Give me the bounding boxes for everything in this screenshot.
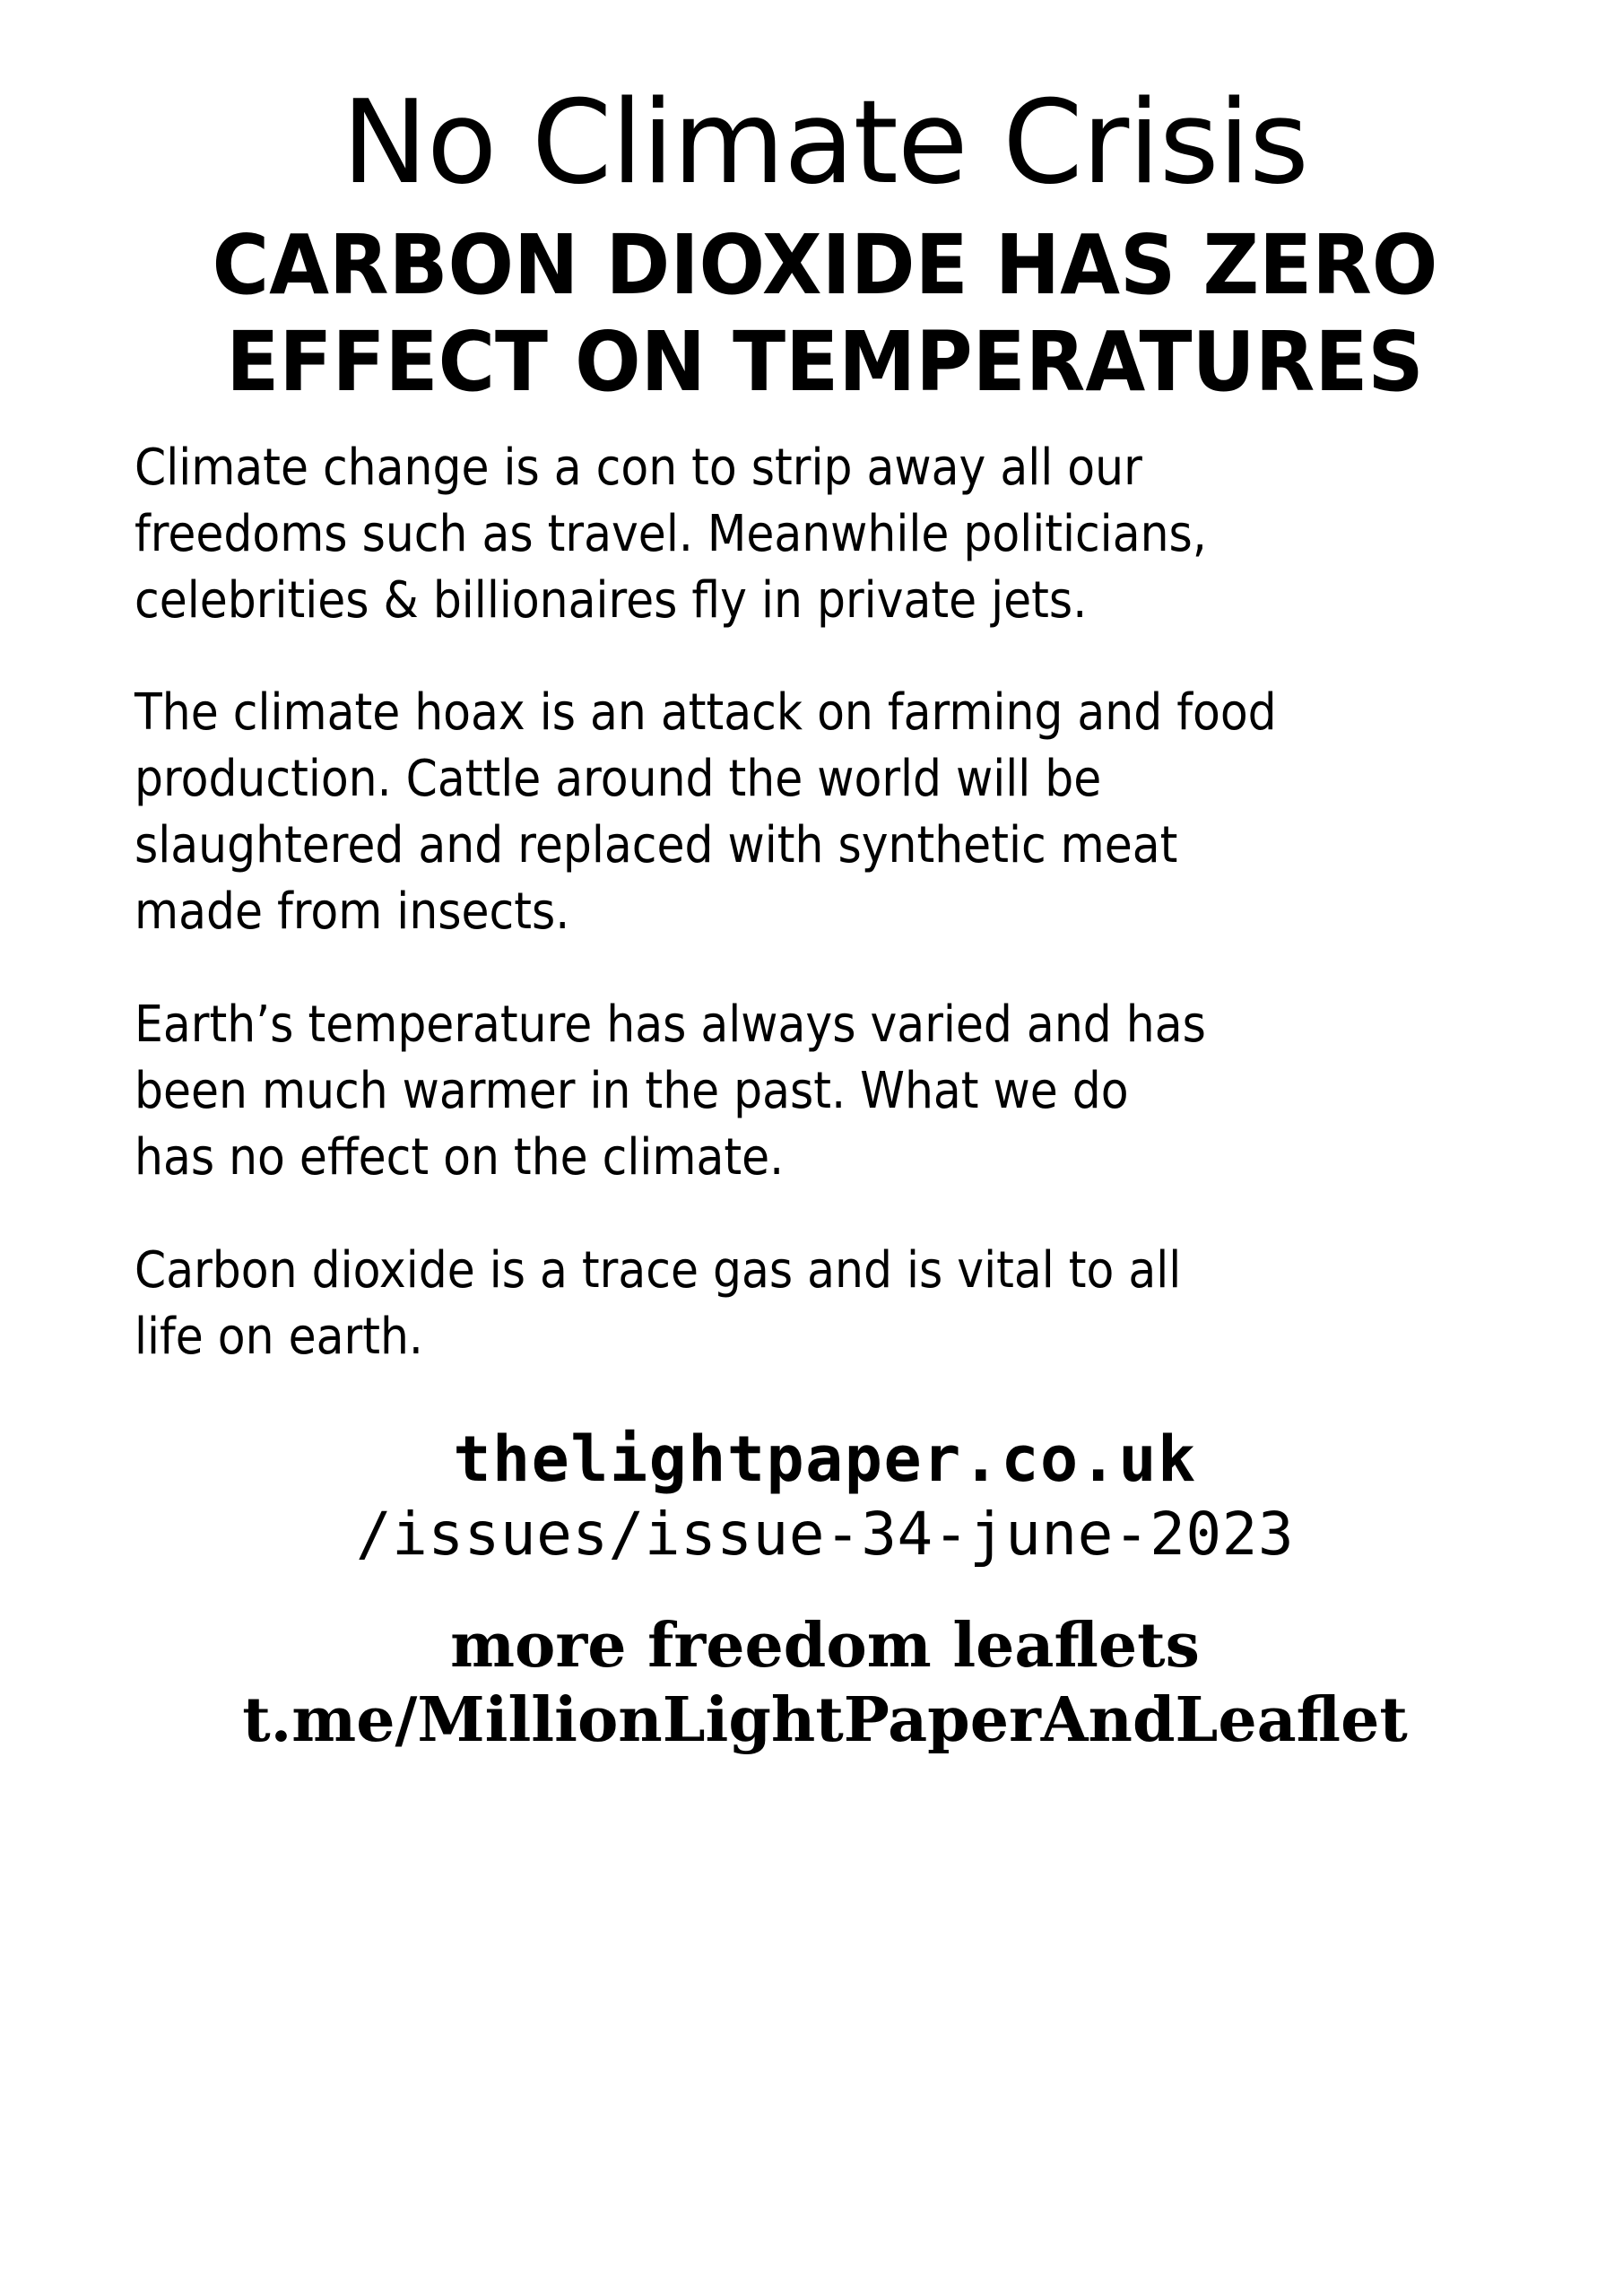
paragraph-4-line-2: life on earth. bbox=[135, 1307, 423, 1366]
page-title: No Climate Crisis bbox=[342, 76, 1308, 210]
body-copy bbox=[135, 435, 1514, 1417]
paragraph-2-line-3: slaughtered and replaced with synthetic meat bbox=[135, 816, 1178, 875]
subheadline-line-2: EFFECT ON TEMPERATURES bbox=[226, 314, 1424, 411]
paragraph-2-line-2: production. Cattle around the world will be bbox=[135, 750, 1102, 809]
footer-call-to-action: more freedom leaflets bbox=[450, 1610, 1200, 1683]
paragraph-2 bbox=[135, 680, 1514, 945]
paragraph-3 bbox=[135, 992, 1514, 1191]
paragraph-2-line-1: The climate hoax is an attack on farming and food bbox=[135, 683, 1277, 743]
website-url bbox=[135, 1422, 1515, 1570]
paragraph-1-line-3: celebrities & billionaires fly in private jets. bbox=[135, 570, 1088, 630]
footer bbox=[135, 1609, 1515, 1758]
paragraph-1 bbox=[135, 435, 1514, 634]
paragraph-4 bbox=[135, 1238, 1514, 1370]
paragraph-2-line-4: made from insects. bbox=[135, 883, 570, 942]
website-url-path: /issues/issue-34-june-2023 bbox=[355, 1500, 1295, 1570]
website-url-domain: thelightpaper.co.uk bbox=[453, 1422, 1197, 1496]
footer-telegram-link: t.me/MillionLightPaperAndLeaflet bbox=[242, 1684, 1408, 1757]
subheadline bbox=[176, 217, 1474, 412]
paragraph-1-line-1: Climate change is a con to strip away all our bbox=[135, 438, 1142, 497]
subheadline-line-1: CARBON DIOXIDE HAS ZERO bbox=[212, 216, 1438, 313]
paragraph-3-line-3: has no effect on the climate. bbox=[135, 1127, 785, 1187]
paragraph-3-line-2: been much warmer in the past. What we do bbox=[135, 1062, 1129, 1121]
paragraph-4-line-1: Carbon dioxide is a trace gas and is vital to all bbox=[135, 1240, 1182, 1300]
paragraph-3-line-1: Earth’s temperature has always varied and has bbox=[135, 996, 1206, 1055]
paragraph-1-line-2: freedoms such as travel. Meanwhile politicians, bbox=[135, 504, 1207, 563]
